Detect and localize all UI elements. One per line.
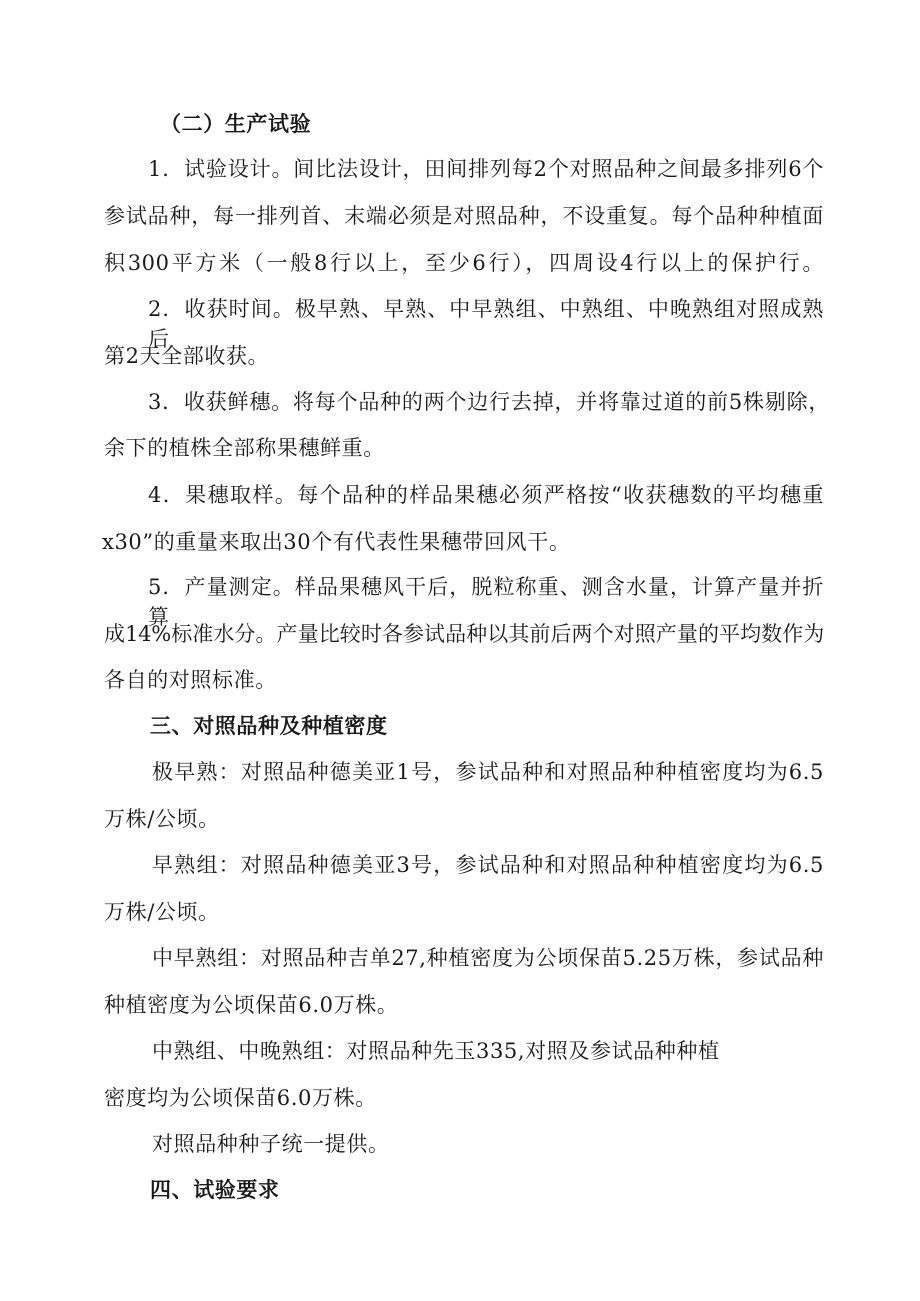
section-heading-control-varieties: 三、对照品种及种植密度 xyxy=(150,714,388,738)
seed-supply-note: 对照品种种子统一提供。 xyxy=(152,1132,390,1156)
density-extra-early-line-1: 极早熟：对照品种德美亚1号，参试品种和对照品种种植密度均为6.5 xyxy=(152,760,824,784)
section-heading-production-trial: （二）生产试验 xyxy=(160,112,312,136)
density-mid-early-line-1: 中早熟组：对照品种吉单27,种植密度为公顷保苗5.25万株，参试品种 xyxy=(152,946,824,970)
density-mid-line-1: 中熟组、中晚熟组：对照品种先玉335,对照及参试品种种植 xyxy=(152,1039,720,1063)
density-extra-early-line-2: 万株/公顷。 xyxy=(104,807,220,831)
item-1-line-1: 1．试验设计。间比法设计，田间排列每2个对照品种之间最多排列6个 xyxy=(148,157,824,181)
item-4-line-2: x30”的重量来取出30个有代表性果穗带回风干。 xyxy=(102,530,571,554)
item-5-line-3: 各自的对照标准。 xyxy=(104,668,277,692)
density-early-line-2: 万株/公顷。 xyxy=(104,900,220,924)
density-early-line-1: 早熟组：对照品种德美亚3号，参试品种和对照品种种植密度均为6.5 xyxy=(152,853,824,877)
item-2-line-1: 2．收获时间。极早熟、早熟、中早熟组、中熟组、中晚熟组对照成熟后 xyxy=(148,297,824,351)
item-5-line-2: 成14%标准水分。产量比较时各参试品种以其前后两个对照产量的平均数作为 xyxy=(104,622,824,646)
item-1-line-2: 参试品种，每一排列首、末端必须是对照品种，不设重复。每个品种种植面 xyxy=(104,204,824,228)
item-1-line-3: 积300平方米（一般8行以上，至少6行），四周设4行以上的保护行。 xyxy=(104,251,824,275)
item-3-line-2: 余下的植株全部称果穗鲜重。 xyxy=(104,436,385,460)
item-2-line-2: 第2天全部收获。 xyxy=(104,344,270,368)
density-mid-early-line-2: 种植密度为公顷保苗6.0万株。 xyxy=(104,993,399,1017)
item-5-line-1: 5．产量测定。样品果穗风干后，脱粒称重、测含水量，计算产量并折算 xyxy=(148,575,824,629)
item-3-line-1: 3．收获鲜穗。将每个品种的两个边行去掉，并将靠过道的前5株剔除， xyxy=(148,390,830,414)
density-mid-line-2: 密度均为公顷保苗6.0万株。 xyxy=(104,1086,377,1110)
section-heading-trial-requirements: 四、试验要求 xyxy=(150,1178,280,1202)
item-4-line-1: 4．果穗取样。每个品种的样品果穗必须严格按“收获穗数的平均穗重 xyxy=(148,483,824,507)
